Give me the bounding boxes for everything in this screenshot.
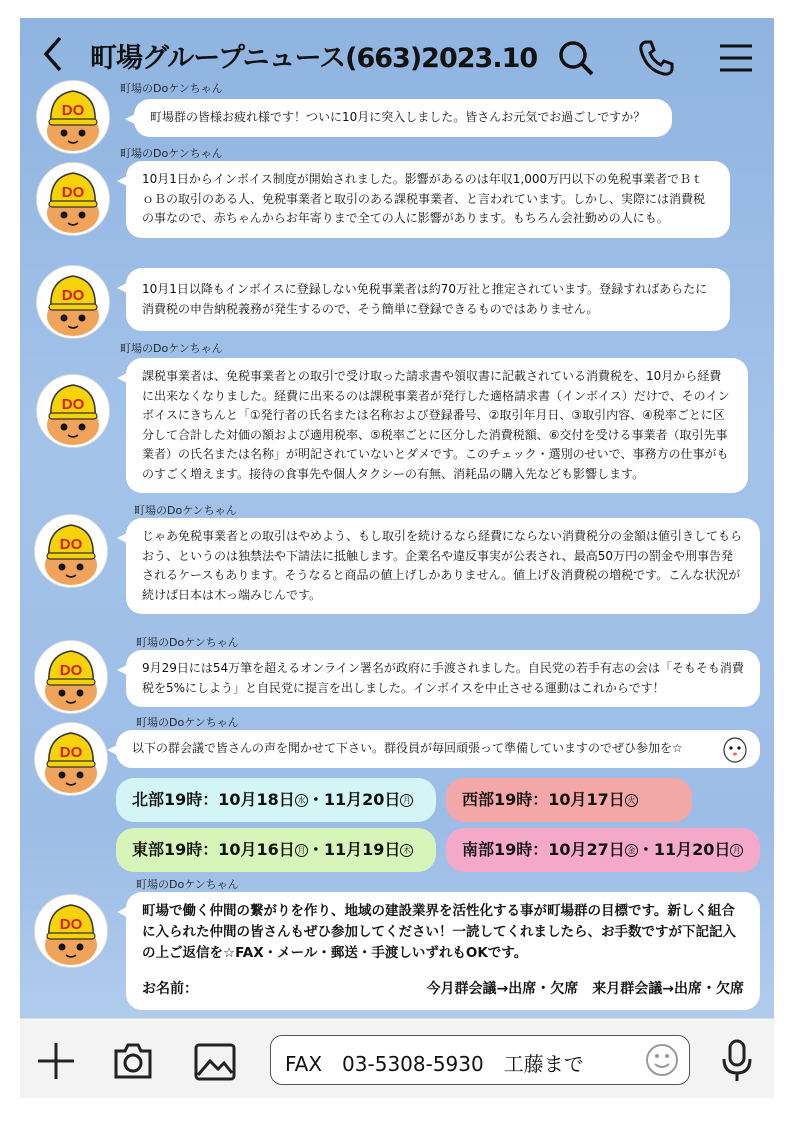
message-input-text: FAX 03-5308-5930 工藤まで — [285, 1052, 584, 1076]
avatar[interactable] — [34, 640, 108, 714]
svg-text:DO: DO — [59, 536, 83, 553]
message-bubble — [116, 730, 760, 768]
message-input[interactable] — [270, 1035, 690, 1085]
message-bubble — [134, 99, 672, 137]
microphone-icon[interactable] — [720, 1039, 754, 1087]
avatar[interactable] — [36, 265, 110, 339]
avatar[interactable] — [34, 722, 108, 796]
name-label: お名前： — [142, 981, 198, 997]
message-bubble — [126, 892, 760, 1010]
avatar[interactable] — [36, 374, 110, 448]
input-bar — [20, 1018, 774, 1098]
avatar-image — [37, 81, 109, 153]
camera-icon[interactable] — [112, 1041, 154, 1085]
message-bubble — [126, 518, 760, 614]
message-bubble — [126, 268, 730, 331]
avatar-image — [37, 163, 109, 235]
meeting-east: 東部19時：10月16日 月 ・11月19日 木 — [116, 828, 436, 872]
chat-screen — [20, 18, 774, 1098]
message-text: 町場群の皆様お疲れ様です！ついに10月に突入しました。皆さんお元気でお過ごしですか？ — [150, 110, 646, 124]
chat-title: 町場グループニュース(663)2023.10 — [90, 43, 538, 74]
meeting-west: 西部19時：10月17日 火 — [446, 778, 692, 822]
menu-icon[interactable] — [718, 38, 754, 82]
plus-icon[interactable] — [36, 1041, 76, 1085]
avatar[interactable] — [34, 894, 108, 968]
message-bubble — [126, 161, 730, 238]
avatar[interactable] — [36, 162, 110, 236]
sender-name: 町場のDoケンちゃん — [136, 878, 239, 891]
avatar[interactable] — [34, 514, 108, 588]
svg-text:DO: DO — [61, 184, 85, 201]
message-bubble — [126, 650, 760, 707]
avatar-image — [37, 266, 109, 338]
avatar[interactable] — [36, 80, 110, 154]
avatar-image — [35, 723, 107, 795]
svg-text:DO: DO — [59, 744, 83, 761]
sender-name: 町場のDoケンちゃん — [120, 82, 223, 95]
sender-name: 町場のDoケンちゃん — [120, 342, 223, 355]
reply-form-row — [142, 979, 744, 1000]
message-text: 課税事業者は、免税事業者との取引で受け取った請求書や領収書に記載されている消費税を、10月から経費に出来なくなりました。経費に出来るのは課税事業者が発行した適格請求書（インボイス）だけで、そのインボイスにきちんと「①発行者の氏名または名称および登録番号、②取引年月日、③取引内容、④税率ごとに区分して合計した対価の額および適用税率、⑤税率ごとに区分した消費税額、⑥交付を受ける事業者（取引先事業者）の氏名または名称」が明記されていないとダメです。このチェック・選別のせいで、事務方の仕事がものすごく増えます。接待の食事先や個人タクシーの有無、消耗品の購入先なども影響します。 — [142, 369, 730, 481]
this-month-attendance: 今月群会議→出席・欠席 — [426, 981, 579, 997]
next-month-attendance: 来月群会議→出席・欠席 — [592, 981, 744, 997]
message-text: 町場で働く仲間の繋がりを作り、地域の建設業界を活性化する事が町場群の目標です。新しく組合に入られた仲間の皆さんもぜひ参加してください！一読してくれましたら、お手数ですが下記記入の上ご返信を☆FAX・メール・郵送・手渡しいずれもOKです。 — [142, 903, 736, 961]
svg-text:DO: DO — [61, 287, 85, 304]
avatar-image — [35, 895, 107, 967]
svg-text:DO: DO — [59, 662, 83, 679]
search-icon[interactable] — [556, 38, 596, 82]
avatar-image — [35, 641, 107, 713]
smiley-icon[interactable] — [645, 1043, 679, 1077]
svg-text:DO: DO — [61, 396, 85, 413]
image-icon[interactable] — [194, 1043, 236, 1085]
meeting-north: 北部19時：10月18日 水 ・11月20日 月 — [116, 778, 436, 822]
svg-text:DO: DO — [61, 102, 85, 119]
message-bubble — [126, 358, 748, 493]
phone-icon[interactable] — [636, 38, 676, 82]
avatar-image — [37, 375, 109, 447]
meeting-south: 南部19時：10月27日 金 ・11月20日 月 — [446, 828, 760, 872]
message-text: 10月1日以降もインボイスに登録しない免税事業者は約70万社と推定されています。登録すればあらたに消費税の申告納税義務が発生するので、そう簡単に登録できるものではありません。 — [142, 282, 708, 316]
ghost-sticker-icon — [720, 734, 750, 764]
avatar-image — [35, 515, 107, 587]
svg-text:DO: DO — [59, 916, 83, 933]
message-text: 9月29日には54万筆を超えるオンライン署名が政府に手渡されました。自民党の若手有志の会は「そもそも消費税を5%にしよう」と自民党に提言を出しました。インボイスを中止させる運動はこれからです！ — [142, 661, 744, 695]
message-text: じゃあ免税事業者との取引はやめよう、もし取引を続けるなら経費にならない消費税分の金額は値引きしてもらおう、というのは独禁法や下請法に抵触します。企業名や違反事実が公表され、最高50万円の罰金や刑事告発されるケースもあります。そうなると商品の値上げしかありません。値上げ＆消費税の増税です。こんな状況が続けば日本は木っ端みじんです。 — [142, 529, 743, 602]
sender-name: 町場のDoケンちゃん — [134, 504, 237, 517]
message-text: 10月1日からインボイス制度が開始されました。影響があるのは年収1,000万円以下の免税事業者でＢｔｏＢの取引のある人、免税事業者と取引のある課税事業者、と言われています。しかし、実際には消費税の事なので、赤ちゃんからお年寄りまで全ての人に影響があります。もちろん会社勤めの人にも。 — [142, 172, 706, 225]
sender-name: 町場のDoケンちゃん — [120, 147, 223, 160]
back-arrow-icon[interactable] — [38, 32, 68, 84]
sender-name: 町場のDoケンちゃん — [136, 636, 239, 649]
message-text: 以下の群会議で皆さんの声を聞かせて下さい。群役員が毎回頑張って準備していますのでぜひ参加を☆ — [132, 741, 683, 755]
sender-name: 町場のDoケンちゃん — [136, 716, 239, 729]
